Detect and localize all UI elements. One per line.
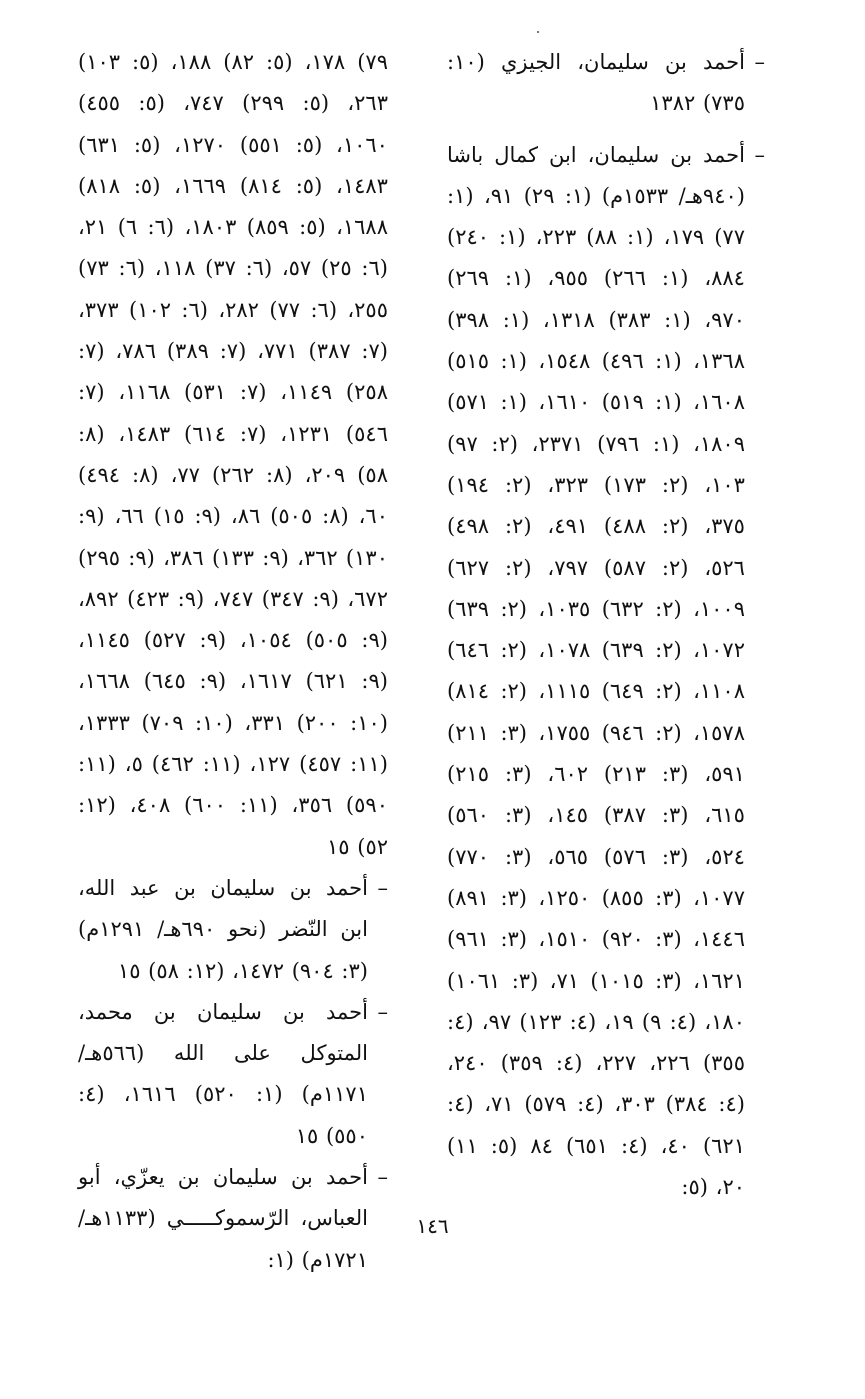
index-entry-continuation: ٧٩) ١٧٨، (٥: ٨٢) ١٨٨، (٥: ١٠٣) ٢٦٣، (٥: ٢٩٩) ٧٤٧، (٥: ٤٥٥) ١٠٦٠، (٥: ٥٥١) ١٢٧٠، (٥: ٦٣١) ١٤٨٣، (٥: ٨١٤) ١٦٦٩، (٥: ٨١٨) ١٦٨٨، (٥: ٨٥٩) ١٨٠٣، (٦: ٦) ٢١، (٦: ٢٥) ٥٧، (٦: ٣٧) ١١٨، (٦: ٧٣) ٢٥٥، (٦: ٧٧) ٢٨٢، (٦: ١٠٢) ٣٧٣، (٧: ٣٨٧) ٧٧١، (٧: ٣٨٩) ٧٨٦، (٧: ٢٥٨) ١١٤٩، (٧: ٥٣١) ١١٦٨، (٧: ٥٤٦) ١٢٣١، (٧: ٦١٤) ١٤٨٣، (٨: ٥٨) ٢٠٩، (٨: ٢٦٢) ٧٧، (٨: ٤٩٤) ٦٠، (٨: ٥٠٥) ٨٦، (٩: ١٥) ٦٦، (٩: ١٣٠) ٣٦٢، (٩: ١٣٣) ٣٨٦، (٩: ٢٩٥) ٦٧٢، (٩: ٣٤٧) ٧٤٧، (٩: ٤٢٣) ٨٩٢، (٩: ٥٠٥) ١٠٥٤، (٩: ٥٢٧) ١١٤٥، (٩: ٦٢١) ١٦١٧، (٩: ٦٤٥) ١٦٦٨، (١٠: ٢٠٠) ٣٣١، (١٠: ٧٠٩) ١٣٣٣، (١١: ٤٥٧) ١٢٧، (١١: ٤٦٢) ٥، (١١: ٥٩٠) ٣٥٦، (١١: ٦٠٠) ٤٠٨، (١٢: ٥٢) ١٥ (78, 50, 388, 859)
page-number: ١٤٦ (416, 1214, 449, 1238)
index-column-right (447, 42, 765, 1208)
index-entry-ahmad-al-jizi: – أحمد بن سليمان، الجيزي (١٠: ٧٣٥) ١٣٨٢ (447, 42, 765, 125)
scan-speck (537, 31, 539, 33)
index-column-left (78, 42, 388, 1281)
index-entry-ibn-kamal-pasha: – أحمد بن سليمان، ابن كمال باشا (٩٤٠هـ/ ١٥٣٣م) (١: ٢٩) ٩١، (١: ٧٧) ١٧٩، (١: ٨٨) ٢٢٣، (١: ٢٤٠) ٨٨٤، (١: ٢٦٦) ٩٥٥، (١: ٢٦٩) ٩٧٠، (١: ٣٨٣) ١٣١٨، (١: ٣٩٨) ١٣٦٨، (١: ٤٩٦) ١٥٤٨، (١: ٥١٥) ١٦٠٨، (١: ٥١٩) ١٦١٠، (١: ٥٧١) ١٨٠٩، (١: ٧٩٦) ٢٣٧١، (٢: ٩٧) ١٠٣، (٢: ١٧٣) ٣٢٣، (٢: ١٩٤) ٣٧٥، (٢: ٤٨٨) ٤٩١، (٢: ٤٩٨) ٥٢٦، (٢: ٥٨٧) ٧٩٧، (٢: ٦٢٧) ١٠٠٩، (٢: ٦٣٢) ١٠٣٥، (٢: ٦٣٩) ١٠٧٢، (٢: ٦٣٩) ١٠٧٨، (٢: ٦٤٦) ١١٠٨، (٢: ٦٤٩) ١١١٥، (٢: ٨١٤) ١٥٧٨، (٢: ٩٤٦) ١٧٥٥، (٣: ٢١١) ٥٩١، (٣: ٢١٣) ٦٠٢، (٣: ٢١٥) ٦١٥، (٣: ٣٨٧) ١٤٥، (٣: ٥٦٠) ٥٢٤، (٣: ٥٧٦) ٥٦٥، (٣: ٧٧٠) ١٠٧٧، (٣: ٨٥٥) ١٢٥٠، (٣: ٨٩١) ١٤٤٦، (٣: ٩٢٠) ١٥١٠، (٣: ٩٦١) ١٦٢١، (٣: ١٠١٥) ٧١، (٣: ١٠٦١) ١٨٠، (٤: ٩) ١٩، (٤: ١٢٣) ٩٧، (٤: ٣٥٥) ٢٢٦، ٢٢٧، (٤: ٣٥٩) ٢٤٠، (٤: ٣٨٤) ٣٠٣، (٤: ٥٧٩) ٧١، (٤: ٦٢١) ٤٠، (٤: ٦٥١) ٨٤ (٥: ١١) ٢٠، (٥: (447, 135, 765, 1209)
index-entry-al-rasmuki: – أحمد بن سليمان بن يعزّي، أبو العباس، الرّسموكـــــي (١١٣٣هـ/١٧٢١م) (١: (78, 1157, 388, 1281)
index-entry-ibn-al-nadr: – أحمد بن سليمان بن عبد الله، ابن النّضر (نحو ٦٩٠هـ/ ١٢٩١م) (٣: ٩٠٤) ١٤٧٢، (١٢: ٥٨) ١٥ (78, 868, 388, 992)
index-entry-al-mutawakkil: – أحمد بن سليمان بن محمد، المتوكل على الله (٥٦٦هـ/ ١١٧١م) (١: ٥٢٠) ١٦١٦، (٤: ٥٥٠) ١٥ (78, 992, 388, 1157)
